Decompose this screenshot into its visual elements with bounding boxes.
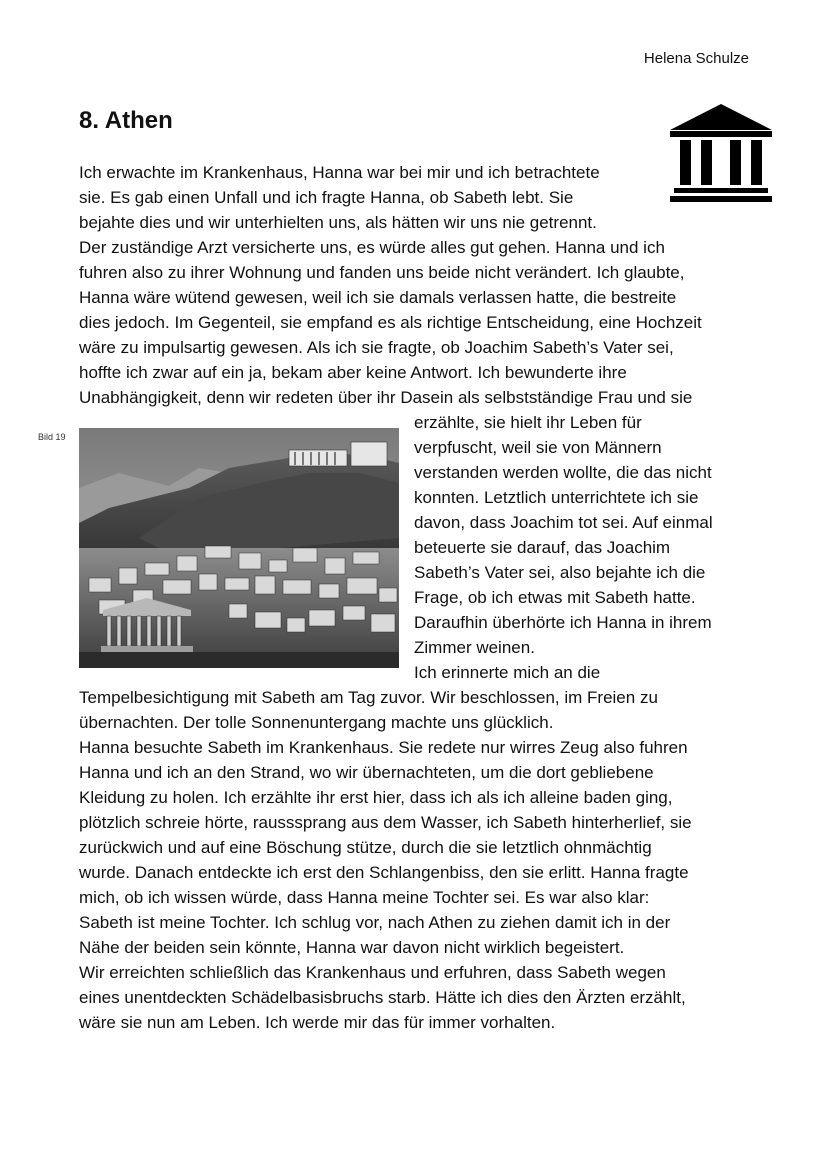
- text-line: verstanden werden wollte, die das nicht: [414, 463, 712, 482]
- text-line: Unabhängigkeit, denn wir redeten über ihr Dasein als selbstständige Frau und sie: [79, 388, 693, 407]
- text-line: mich, ob ich wissen würde, dass Hanna meine Tochter sei. Es war also klar:: [79, 888, 650, 907]
- text-line: erzählte, sie hielt ihr Leben für: [414, 413, 642, 432]
- text-line: Der zuständige Arzt versicherte uns, es würde alles gut gehen. Hanna und ich: [79, 238, 665, 257]
- text-line: Tempelbesichtigung mit Sabeth am Tag zuvor. Wir beschlossen, im Freien zu: [79, 688, 658, 707]
- temple-icon: [668, 102, 774, 204]
- text-line: beteuerte sie darauf, das Joachim: [414, 538, 671, 557]
- text-line: zurückwich und auf eine Böschung stütze, durch die sie letztlich ohnmächtig: [79, 838, 652, 857]
- text-line: bejahte dies und wir unterhielten uns, als hätten wir uns nie getrennt.: [79, 213, 597, 232]
- author-name: Helena Schulze: [643, 50, 749, 67]
- text-line: Frage, ob ich etwas mit Sabeth hatte.: [414, 588, 696, 607]
- text-line: wäre zu impulsartig gewesen. Als ich sie fragte, ob Joachim Sabeth’s Vater sei,: [79, 338, 674, 357]
- athens-acropolis-photo: [79, 428, 399, 668]
- text-line: wäre sie nun am Leben. Ich werde mir das für immer vorhalten.: [79, 1013, 556, 1032]
- text-line: Ich erinnerte mich an die: [414, 663, 601, 682]
- text-line: Nähe der beiden sein könnte, Hanna war davon nicht wirklich begeistert.: [79, 938, 625, 957]
- text-line: eines unentdeckten Schädelbasisbruchs starb. Hätte ich dies den Ärzten erzählt,: [79, 988, 686, 1007]
- text-line: sie. Es gab einen Unfall und ich fragte Hanna, ob Sabeth lebt. Sie: [79, 188, 574, 207]
- text-line: verpfuscht, weil sie von Männern: [414, 438, 662, 457]
- text-line: Ich erwachte im Krankenhaus, Hanna war bei mir und ich betrachtete: [79, 163, 600, 182]
- text-line: Wir erreichten schließlich das Krankenhaus und erfuhren, dass Sabeth wegen: [79, 963, 666, 982]
- text-line: übernachten. Der tolle Sonnenuntergang machte uns glücklich.: [79, 713, 554, 732]
- text-line: Hanna besuchte Sabeth im Krankenhaus. Sie redete nur wirres Zeug also fuhren: [79, 738, 688, 757]
- figure-caption: Bild 19: [38, 432, 66, 442]
- text-line: Hanna und ich an den Strand, wo wir übernachteten, um die dort gebliebene: [79, 763, 654, 782]
- text-line: plötzlich schreie hörte, rausssprang aus dem Wasser, ich Sabeth hinterherlief, sie: [79, 813, 692, 832]
- text-line: Sabeth’s Vater sei, also bejahte ich die: [414, 563, 706, 582]
- text-line: Hanna wäre wütend gewesen, weil ich sie damals verlassen hatte, die bestreite: [79, 288, 677, 307]
- text-line: Zimmer weinen.: [414, 638, 535, 657]
- text-line: hoffte ich zwar auf ein ja, bekam aber keine Antwort. Ich bewunderte ihre: [79, 363, 627, 382]
- chapter-title: 8. Athen: [79, 107, 173, 134]
- text-line: dies jedoch. Im Gegenteil, sie empfand es als richtige Entscheidung, eine Hochzeit: [79, 313, 702, 332]
- text-line: Daraufhin überhörte ich Hanna in ihrem: [414, 613, 712, 632]
- text-line: konnten. Letztlich unterrichtete ich sie: [414, 488, 699, 507]
- text-line: Kleidung zu holen. Ich erzählte ihr erst hier, dass ich als ich alleine baden ging,: [79, 788, 673, 807]
- text-line: Sabeth ist meine Tochter. Ich schlug vor, nach Athen zu ziehen damit ich in der: [79, 913, 671, 932]
- text-line: fuhren also zu ihrer Wohnung und fanden uns beide nicht verändert. Ich glaubte,: [79, 263, 685, 282]
- text-line: wurde. Danach entdeckte ich erst den Schlangenbiss, den sie erlitt. Hanna fragte: [79, 863, 689, 882]
- text-line: davon, dass Joachim tot sei. Auf einmal: [414, 513, 713, 532]
